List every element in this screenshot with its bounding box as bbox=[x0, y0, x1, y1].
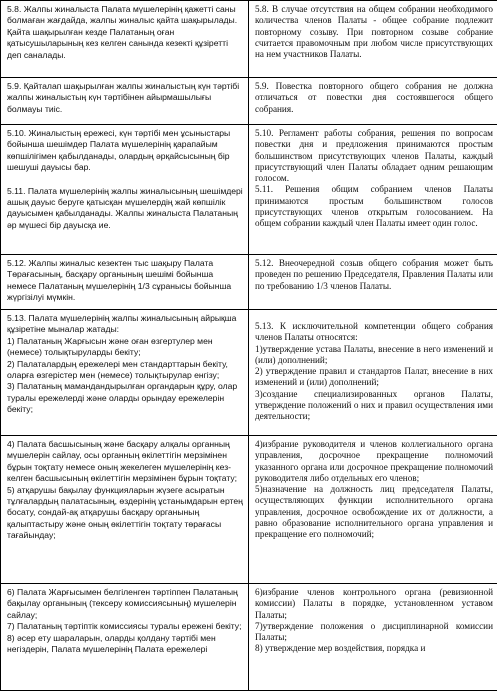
kazakh-cell bbox=[1, 255, 249, 310]
russian-text-5-8: 5.8. В случае отсутствия на общем собрании необходимого количества членов Палаты - общее собрание подлежит повторному созыву. При повторном созыве собрание считается правомочным при любом числе присутствующих на нем участников Палаты. bbox=[255, 4, 493, 60]
table-row bbox=[1, 436, 497, 584]
table-row bbox=[1, 125, 497, 255]
russian-cell bbox=[249, 78, 497, 125]
table-row bbox=[1, 255, 497, 310]
russian-text-item-4-5: 4)избрание руководителя и членов коллегиального органа управления, досрочное прекращение полномочий указанного органа или досрочное прекращение полномочий руководителя либо отдельных его членов; 5)назначение на должность лиц председателя Палаты, осуществляющих функции исполнительного органа управления, досрочное освобождение их от должности, а равно образование исполнительного органа управления и прекращение его полномочий; bbox=[255, 439, 493, 541]
russian-cell bbox=[249, 436, 497, 584]
kazakh-cell bbox=[1, 310, 249, 436]
table-row bbox=[1, 1, 497, 78]
russian-text-5-10-5-11: 5.10. Регламент работы собрания, решения по вопросам повестки дня и предложения принимаются простым большинством присутствующих членов Палаты, каждый присутствующий член Палаты обладает одним решающим голосом. 5.11. Решения общим собранием членов Палаты принимаются простым большинством голосов присутствующих членов открытым голосованием. На общем собрании каждый член Палаты имеет один голос. bbox=[255, 128, 493, 230]
russian-text-5-12: 5.12. Внеочередной созыв общего собрания может быть проведен по решению Председателя, Правления Палаты или по требованию 1/3 членов Палаты. bbox=[255, 258, 493, 292]
kazakh-text-5-11: 5.11. Палата мүшелерінің жалпы жиналысының шешімдері ашық дауыс беруге қатысқан мүшелердің жай көпшілік дауысымен қабылданады. Жалпы жиналыста Палатаның әр мүшесі бір дауысқа ие. bbox=[7, 186, 244, 232]
kazakh-text-5-12: 5.12. Жалпы жиналыс кезектен тыс шақыру Палата Төрағасының, басқару органының шешімі бойынша немесе Палатаның мүшелерінің 1/3 сұранысы бойынша жүргізілуі мүмкін. bbox=[7, 258, 244, 304]
table-row bbox=[1, 310, 497, 436]
kazakh-text-5-13: 5.13. Палата мүшелерінің жалпы жиналысының айрықша құзіретіне мыналар жатады: 1) Палатаның Жарғысын және оған өзгертулер мен (немесе) толықтыруларды бекіту; 2) Палаталардың ережелері мен стандарттарын бекіту, оларға өзгерістер мен (немесе) толықтырулар енгізу; 3) Палатаның мамандандырылған органдарын құру, олар туралы ережелерді және оларды орындау ережелерін бекіту; bbox=[7, 313, 244, 416]
kazakh-cell bbox=[1, 584, 249, 691]
table-row bbox=[1, 584, 497, 691]
kazakh-text-5-8: 5.8. Жалпы жиналыста Палата мүшелерінің қажетті саны болмаған жағдайда, жалпы жиналыс қайта шақырылады. Қайта шақырылған кезде Палатаның оған қатысушыларының кез келген санында кезекті құзіретті деп саналады. bbox=[7, 4, 244, 61]
table-row bbox=[1, 78, 497, 125]
kazakh-cell bbox=[1, 125, 249, 255]
russian-cell bbox=[249, 255, 497, 310]
russian-cell bbox=[249, 310, 497, 436]
russian-cell bbox=[249, 1, 497, 78]
russian-text-5-13: 5.13. К исключительной компетенции общего собрания членов Палаты относятся: 1)утверждение устава Палаты, внесение в него изменений и (или) дополнений; 2) утверждение правил и стандартов Палат, внесение в них изменений и (или) дополнений; 3)создание специализированных органов Палаты, утверждение положений о них и правил осуществления ими деятельности; bbox=[255, 313, 493, 423]
kazakh-text-item-4-5: 4) Палата басшысының және басқару алқалы органның мүшелерін сайлау, осы органның өкілеттігін мерзімінен бұрын тоқтату немесе оның жекелеген мүшелерінің кез-келген басшысының өкілеттігін мерзімінен бұрын тоқтату; 5) атқарушы бақылау функцияларын жүзеге асыратын тұлғалардың палатасының, өздерінің ұстанымдарын ертең босату, сондай-ақ атқарушы басқару органының қалыптастыру және оның өкілеттігін тоқтату төрағасы тағайындау; bbox=[7, 439, 244, 542]
russian-text-item-6-8: 6)избрание членов контрольного органа (ревизионной комиссии) Палаты в порядке, установленном уставом Палаты; 7)утверждение положения о дисциплинарной комиссии Палаты; 8) утверждение мер воздействия, порядка и bbox=[255, 587, 493, 655]
kazakh-cell bbox=[1, 78, 249, 125]
russian-cell bbox=[249, 125, 497, 255]
kazakh-cell bbox=[1, 436, 249, 584]
russian-cell bbox=[249, 584, 497, 691]
russian-text-5-9: 5.9. Повестка повторного общего собрания не должна отличаться от повестки дня состоявшегося общего собрания. bbox=[255, 81, 493, 115]
kazakh-cell bbox=[1, 1, 249, 78]
kazakh-text-5-10: 5.10. Жиналыстың ережесі, күн тәртібі мен ұсыныстары бойынша шешімдер Палата мүшелерінің қарапайым көпшілігімен қабылданады, олардың әрқайсысының бір шешуші дауысы бар. bbox=[7, 128, 244, 174]
kazakh-text-item-6-8: 6) Палата Жарғысымен белгіленген тәртіппен Палатаның бақылау органының (тексеру комиссиясының) мүшелерін сайлау; 7) Палатаның тәртіптік комиссиясы туралы ережені бекіту; 8) әсер ету шараларын, оларды қолдану тәртібі мен негіздерін, Палата мүшелерінің Палата ережелері bbox=[7, 587, 244, 655]
kazakh-text-5-9: 5.9. Қайталап шақырылған жалпы жиналыстың күн тәртібі жалпы жиналыстың күн тәртібінен айырмашылығы болмауы тиіс. bbox=[7, 81, 244, 115]
